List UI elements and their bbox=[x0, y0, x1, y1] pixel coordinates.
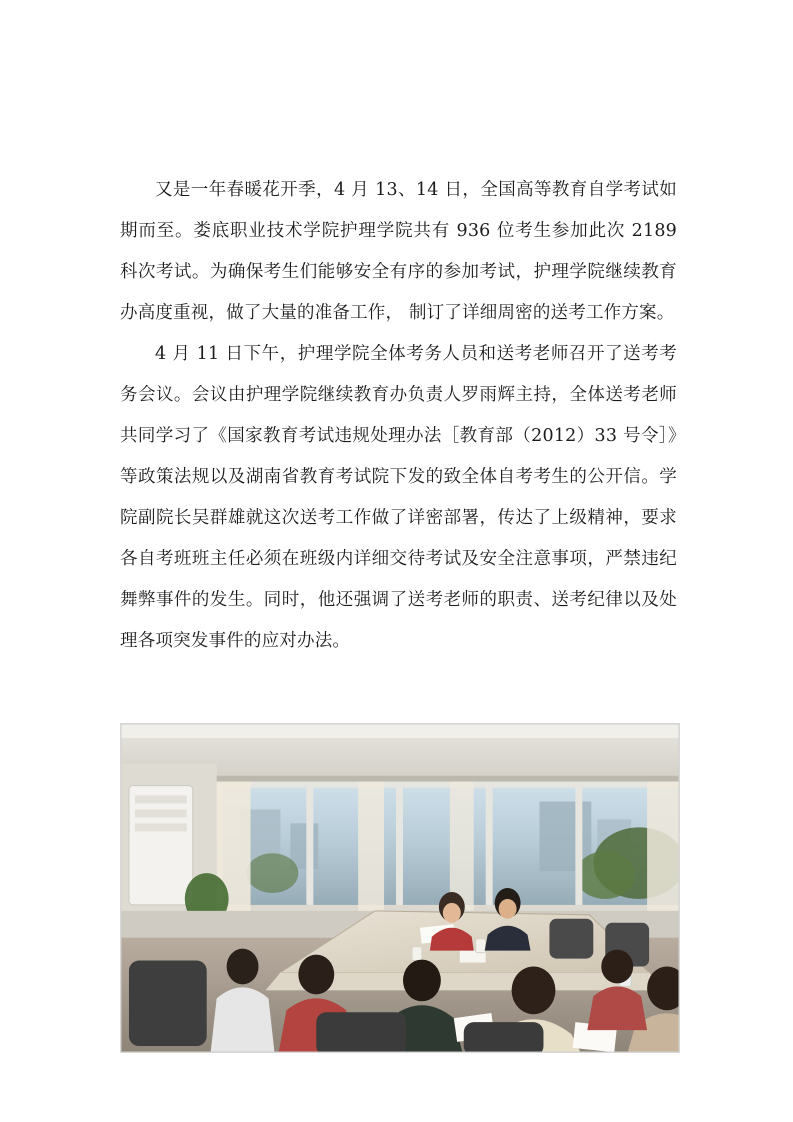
document-body bbox=[120, 170, 677, 662]
paragraph-1: 又是一年春暖花开季，4 月 13、14 日，全国高等教育自学考试如期而至。娄底职业技术学院护理学院共有 936 位考生参加此次 2189 科次考试。为确保考生们能够安全有序的参加考试，护理学院继续教育办高度重视，做了大量的准备工作， 制订了详细周密的送考工作方案。 bbox=[120, 180, 677, 323]
meeting-photo-container bbox=[120, 723, 680, 1053]
meeting-photo bbox=[120, 723, 680, 1053]
paragraph-2: 4 月 11 日下午，护理学院全体考务人员和送考老师召开了送考考务会议。会议由护理学院继续教育办负责人罗雨辉主持，全体送考老师共同学习了《国家教育考试违规处理办法［教育部（2012）33 号令］》等政策法规以及湖南省教育考试院下发的致全体自考考生的公开信。学院副院长吴群雄就这次送考工作做了详密部署，传达了上级精神，要求各自考班班主任必须在班级内详细交待考试及安全注意事项，严禁违纪舞弊事件的发生。同时，他还强调了送考老师的职责、送考纪律以及处理各项突发事件的应对办法。 bbox=[120, 344, 677, 651]
